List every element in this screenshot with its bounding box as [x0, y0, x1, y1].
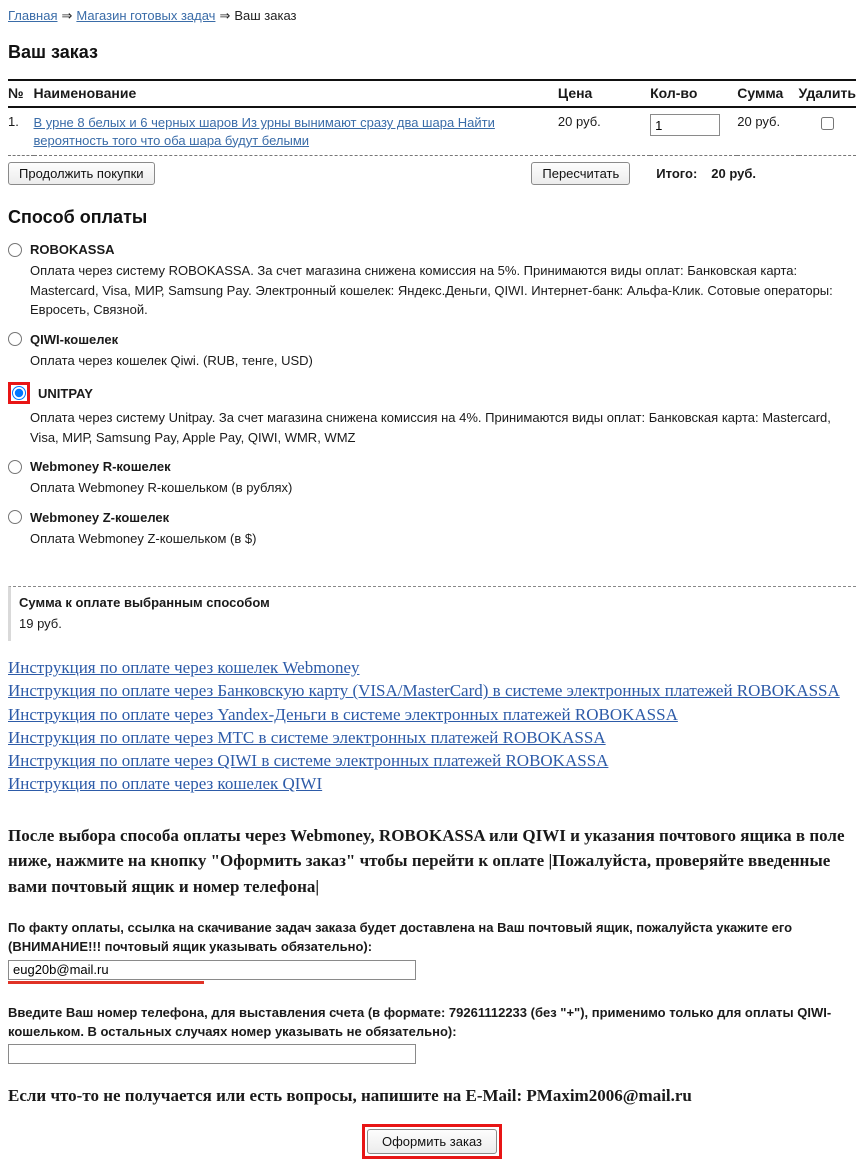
payment-method-name: Webmoney R-кошелек	[30, 459, 171, 475]
recalculate-button[interactable]: Пересчитать	[531, 162, 630, 185]
payment-method-unitpay	[8, 382, 856, 447]
payment-method-robokassa	[8, 242, 856, 320]
submit-order-button[interactable]: Оформить заказ	[367, 1129, 497, 1154]
col-header-qty: Кол-во	[650, 80, 737, 107]
order-item-sum: 20 руб.	[737, 107, 798, 156]
email-field-block	[8, 919, 856, 984]
breadcrumb	[8, 8, 856, 24]
phone-input[interactable]	[8, 1044, 416, 1064]
email-input[interactable]	[8, 960, 416, 980]
order-item-price: 20 руб.	[558, 107, 650, 156]
col-header-price: Цена	[558, 80, 650, 107]
continue-shopping-button[interactable]: Продолжить покупки	[8, 162, 155, 185]
payment-method-webmoney-r	[8, 459, 856, 498]
payment-note: После выбора способа оплаты через Webmoney, ROBOKASSA или QIWI и указания почтового ящика в поле ниже, нажмите на кнопку "Оформить заказ" чтобы перейти к оплате |Пожалуйста, проверяйте введенные вами почтовый ящик и номер телефона|	[8, 825, 845, 896]
page-title: Ваш заказ	[8, 42, 98, 62]
instruction-link-webmoney[interactable]: Инструкция по оплате через кошелек Webmoney	[8, 658, 360, 678]
payment-method-desc: Оплата Webmoney R-кошельком (в рублях)	[30, 480, 293, 496]
breadcrumb-link-shop[interactable]: Магазин готовых задач	[76, 8, 216, 23]
instruction-link-qiwi-wallet[interactable]: Инструкция по оплате через кошелек QIWI	[8, 774, 323, 794]
col-header-delete: Удалить	[799, 80, 857, 107]
order-row-number: 1.	[8, 107, 34, 156]
order-table-footer	[8, 162, 856, 185]
instruction-link-yandex[interactable]: Инструкция по оплате через Yandex-Деньги в системе электронных платежей ROBOKASSA	[8, 704, 678, 724]
col-header-num: №	[8, 80, 34, 107]
payment-method-name: ROBOKASSA	[30, 242, 115, 258]
quantity-input[interactable]	[650, 114, 720, 136]
order-table-header-row	[8, 80, 856, 107]
col-header-sum: Сумма	[737, 80, 798, 107]
sum-to-pay-label: Сумма к оплате выбранным способом	[19, 595, 270, 611]
total-label: Итого:	[656, 166, 698, 182]
breadcrumb-link-home[interactable]: Главная	[8, 8, 58, 23]
instruction-links	[8, 657, 856, 797]
payment-method-name: Webmoney Z-кошелек	[30, 509, 170, 525]
instruction-link-bankcard[interactable]: Инструкция по оплате через Банковскую карту (VISA/MasterCard) в системе электронных платежей ROBOKASSA	[8, 681, 840, 701]
order-table	[8, 79, 856, 156]
submit-area	[8, 1124, 856, 1159]
unitpay-radio[interactable]	[12, 386, 26, 400]
breadcrumb-current: Ваш заказ	[234, 8, 297, 23]
phone-field-label: Введите Ваш номер телефона, для выставления счета (в формате: 79261112233 (без "+"), применимо только для оплаты QIWI-кошельком. В остальных случаях номер указывать не обязательно):	[8, 1004, 832, 1039]
instruction-link-mts[interactable]: Инструкция по оплате через МТС в системе электронных платежей ROBOKASSA	[8, 727, 606, 747]
payment-method-name: UNITPAY	[38, 385, 93, 401]
phone-field-block	[8, 1004, 856, 1065]
payment-method-desc: Оплата через систему ROBOKASSA. За счет магазина снижена комиссия на 5%. Принимаются виды оплат: Банковская карта: Mastercard, Visa, МИР, Samsung Pay. Электронный кошелек: Яндекс.Деньги, QIWI. Интернет-банк: Альфа-Клик. Сотовые операторы: Евросеть, Связной.	[30, 263, 833, 318]
delete-checkbox[interactable]	[821, 117, 834, 130]
breadcrumb-separator: ⇒	[61, 8, 73, 23]
sum-to-pay-box	[8, 586, 856, 641]
sum-to-pay-value: 19 руб.	[19, 616, 62, 632]
order-item-link[interactable]: В урне 8 белых и 6 черных шаров Из урны вынимают сразу два шара Найти вероятность того что оба шара будут белыми	[33, 115, 495, 148]
qiwi-radio[interactable]	[8, 332, 22, 346]
submit-highlight-box	[362, 1124, 502, 1159]
webmoney-r-radio[interactable]	[8, 460, 22, 474]
order-row	[8, 107, 856, 156]
payment-method-qiwi	[8, 332, 856, 371]
payment-section-title: Способ оплаты	[8, 207, 148, 228]
payment-method-webmoney-z	[8, 510, 856, 549]
col-header-name: Наименование	[34, 80, 558, 107]
payment-method-desc: Оплата через кошелек Qiwi. (RUB, тенге, USD)	[30, 352, 313, 368]
payment-method-desc: Оплата через систему Unitpay. За счет магазина снижена комиссия на 4%. Принимаются виды оплат: Банковская карта: Mastercard, Visa, МИР, Samsung Pay, Apple Pay, QIWI, WMR, WMZ	[30, 410, 831, 445]
email-field-label: По факту оплаты, ссылка на скачивание задач заказа будет доставлена на Ваш почтовый ящик, пожалуйста укажите его (ВНИМАНИЕ!!! почтовый ящик указывать обязательно):	[8, 920, 793, 954]
payment-method-name: QIWI-кошелек	[30, 331, 119, 347]
total-value: 20 руб.	[711, 166, 756, 182]
robokassa-radio[interactable]	[8, 243, 22, 257]
unitpay-highlight-box	[8, 382, 30, 404]
instruction-link-qiwi-robokassa[interactable]: Инструкция по оплате через QIWI в системе электронных платежей ROBOKASSA	[8, 751, 609, 771]
email-red-underline-annotation	[8, 981, 204, 984]
webmoney-z-radio[interactable]	[8, 510, 22, 524]
contact-email-line: Если что-то не получается или есть вопросы, напишите на E-Mail: PMaxim2006@mail.ru	[8, 1086, 692, 1106]
breadcrumb-separator: ⇒	[219, 8, 231, 23]
payment-method-desc: Оплата Webmoney Z-кошельком (в $)	[30, 530, 257, 546]
